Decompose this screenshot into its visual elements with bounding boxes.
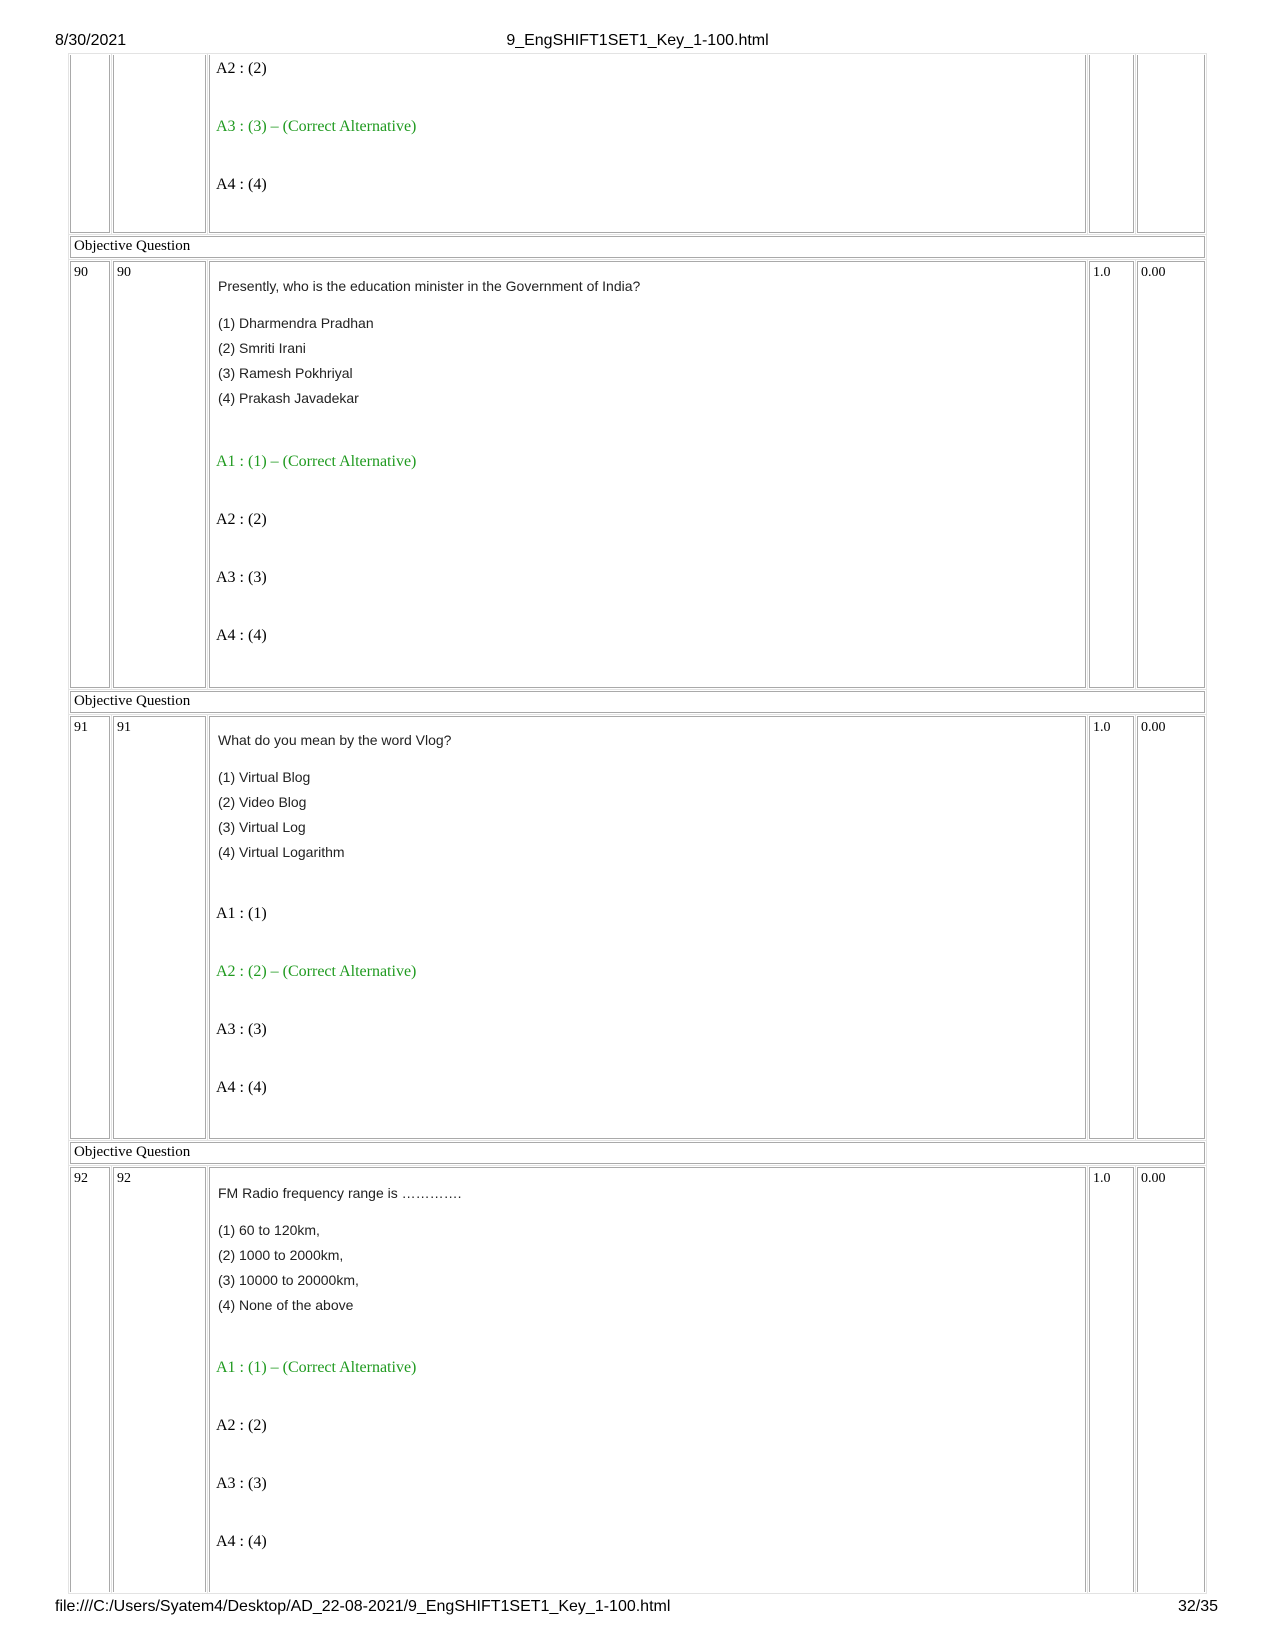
question-option: (1) 60 to 120km,: [218, 1222, 320, 1238]
print-date: 8/30/2021: [55, 32, 127, 49]
question-id: 91: [113, 716, 206, 1139]
question-text: What do you mean by the word Vlog?: [218, 732, 452, 748]
question-option: (4) Virtual Logarithm: [218, 844, 345, 860]
answer-option: A4 : (4): [216, 1533, 267, 1550]
question-id: 92: [113, 1167, 206, 1592]
answer-option: A4 : (4): [216, 627, 267, 644]
question-option: (1) Virtual Blog: [218, 769, 311, 785]
answer-option: A3 : (3): [216, 1021, 267, 1038]
negative-marks: 0.00: [1137, 716, 1205, 1139]
question-text: FM Radio frequency range is ………….: [218, 1185, 462, 1201]
answer-option: A3 : (3): [216, 1475, 267, 1492]
qid-cell: [113, 55, 206, 233]
question-text: Presently, who is the education minister in the Government of India?: [218, 278, 641, 294]
question-option: (1) Dharmendra Pradhan: [218, 315, 374, 331]
question-option: (2) 1000 to 2000km,: [218, 1247, 344, 1263]
marks-cell: [1089, 55, 1134, 233]
serial-number: 92: [70, 1167, 110, 1592]
section-label: Objective Question: [70, 691, 1205, 713]
answer-option: A4 : (4): [216, 1079, 267, 1096]
negative-marks: 0.00: [1137, 261, 1205, 688]
question-option: (3) Ramesh Pokhriyal: [218, 365, 353, 381]
marks: 1.0: [1089, 716, 1134, 1139]
question-option: (3) 10000 to 20000km,: [218, 1272, 359, 1288]
section-label: Objective Question: [70, 236, 1205, 258]
negative-marks: 0.00: [1137, 1167, 1205, 1592]
question-option: (3) Virtual Log: [218, 819, 306, 835]
answer-option: A1 : (1): [216, 905, 267, 922]
marks: 1.0: [1089, 1167, 1134, 1592]
question-option: (2) Video Blog: [218, 794, 307, 810]
question-cell: [209, 261, 1086, 688]
section-label: Objective Question: [70, 1142, 1205, 1164]
negative-cell: [1137, 55, 1205, 233]
question-id: 90: [113, 261, 206, 688]
answer-option: A2 : (2): [216, 511, 267, 528]
answer-option: A2 : (2): [216, 1417, 267, 1434]
sno-cell: [70, 55, 110, 233]
question-option: (4) None of the above: [218, 1297, 354, 1313]
marks: 1.0: [1089, 261, 1134, 688]
answer-option: A4 : (4): [216, 176, 267, 193]
answer-option: A3 : (3): [216, 569, 267, 586]
answer-option-correct: A1 : (1) – (Correct Alternative): [216, 453, 417, 470]
answer-option-correct: A2 : (2) – (Correct Alternative): [216, 963, 417, 980]
question-option: (2) Smriti Irani: [218, 340, 306, 356]
answer-option-correct: A3 : (3) – (Correct Alternative): [216, 118, 417, 135]
question-cell: [209, 1167, 1086, 1592]
print-title: 9_EngSHIFT1SET1_Key_1-100.html: [506, 32, 769, 49]
serial-number: 90: [70, 261, 110, 688]
answer-option: A2 : (2): [216, 60, 267, 77]
print-file-path: file:///C:/Users/Syatem4/Desktop/AD_22-08-2021/9_EngSHIFT1SET1_Key_1-100.html: [55, 1598, 671, 1615]
serial-number: 91: [70, 716, 110, 1139]
question-option: (4) Prakash Javadekar: [218, 390, 359, 406]
question-cell: [209, 55, 1086, 233]
question-cell: [209, 716, 1086, 1139]
answer-option-correct: A1 : (1) – (Correct Alternative): [216, 1359, 417, 1376]
page-number: 32/35: [1177, 1598, 1218, 1615]
